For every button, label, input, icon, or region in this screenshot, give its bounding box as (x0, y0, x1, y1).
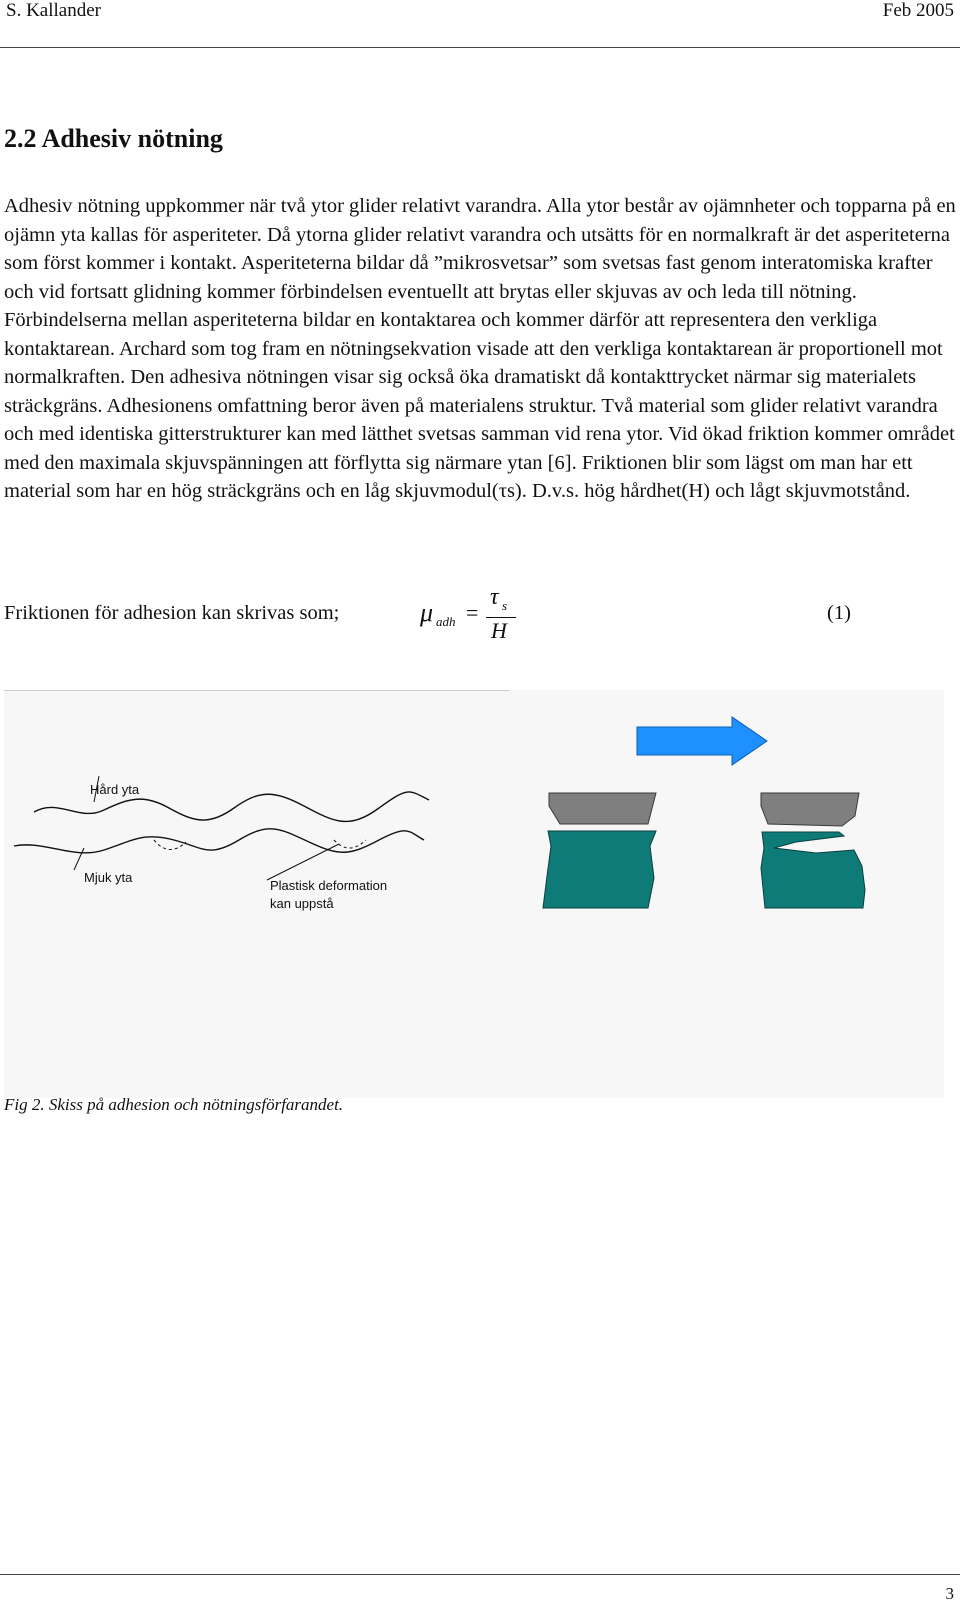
header-rule (0, 47, 960, 48)
label-plastic-1: Plastisk deformation (270, 878, 388, 893)
plastic-pointer-line (267, 844, 339, 880)
header-author: S. Kallander (6, 0, 101, 21)
figure-drawing (4, 690, 944, 1098)
hard-block-2 (761, 793, 859, 826)
formula-number: (1) (827, 602, 851, 624)
formula-numerator: τ (490, 584, 499, 610)
label-soft-surface: Mjuk yta (84, 870, 133, 885)
formula-numerator-subscript: s (502, 598, 508, 613)
soft-surface-line (14, 829, 424, 853)
adhesion-figure (4, 690, 944, 1098)
soft-block-2 (761, 832, 865, 908)
figure-caption: Fig 2. Skiss på adhesion och nötningsförfarandet. (4, 1095, 344, 1114)
footer-rule (0, 1574, 960, 1575)
formula-equals: = (466, 600, 479, 625)
page-number: 3 (945, 1584, 954, 1603)
formula-denominator: H (491, 618, 507, 643)
label-hard-surface: Hård yta (90, 782, 140, 797)
page-header (0, 0, 960, 50)
soft-pointer-line (74, 848, 84, 870)
formula-line (4, 584, 956, 654)
body-paragraph: Adhesiv nötning uppkommer när två ytor glider relativt varandra. Alla ytor består av ojämnheter och topparna på en ojämn yta kallas för asperiteter. Då ytorna glider relativt varandra och utsätts för en normalkraft är det asperiteterna som först kommer i kontakt. Asperiteterna bildar då ”mikrosvetsar” som svetsas fast genom interatomiska krafter och vid fortsatt glidning kommer förbindelsen eventuellt att brytas eller skjuvas av och leda till nötning. Förbindelserna mellan asperiteterna bildar en kontaktarea och kommer därför att representera den verkliga kontaktarean. Archard som tog fram en nötningsekvation visade att den verkliga kontaktarean är proportionell mot normalkraften. Den adhesiva nötningen visar sig också öka dramatiskt då kontakttrycket närmar sig materialets sträckgräns. Adhesionens omfattning beror även på materialens struktur. Två material som glider relativt varandra och med identiska gitterstrukturer kan med lätthet svetsas samman vid rena ytor. Vid ökad friktion kommer området med den maximala skjuvspänningen att förflytta sig närmare ytan [6]. Friktionen blir som lägst om man har ett material som har en hög sträckgräns och en låg skjuvmodul(τs). D.v.s. hög hårdhet(H) och lågt skjuvmotstånd. (4, 195, 956, 502)
arrow-icon (637, 717, 767, 765)
formula-lead-text: Friktionen för adhesion kan skrivas som; (4, 602, 340, 624)
formula-mu: μ (420, 598, 434, 627)
header-date: Feb 2005 (882, 0, 954, 21)
formula-mu-subscript: adh (436, 614, 456, 629)
section-title: 2.2 Adhesiv nötning (4, 124, 223, 153)
hard-block (549, 793, 656, 824)
label-plastic-2: kan uppstå (270, 896, 334, 911)
soft-block (543, 831, 656, 908)
